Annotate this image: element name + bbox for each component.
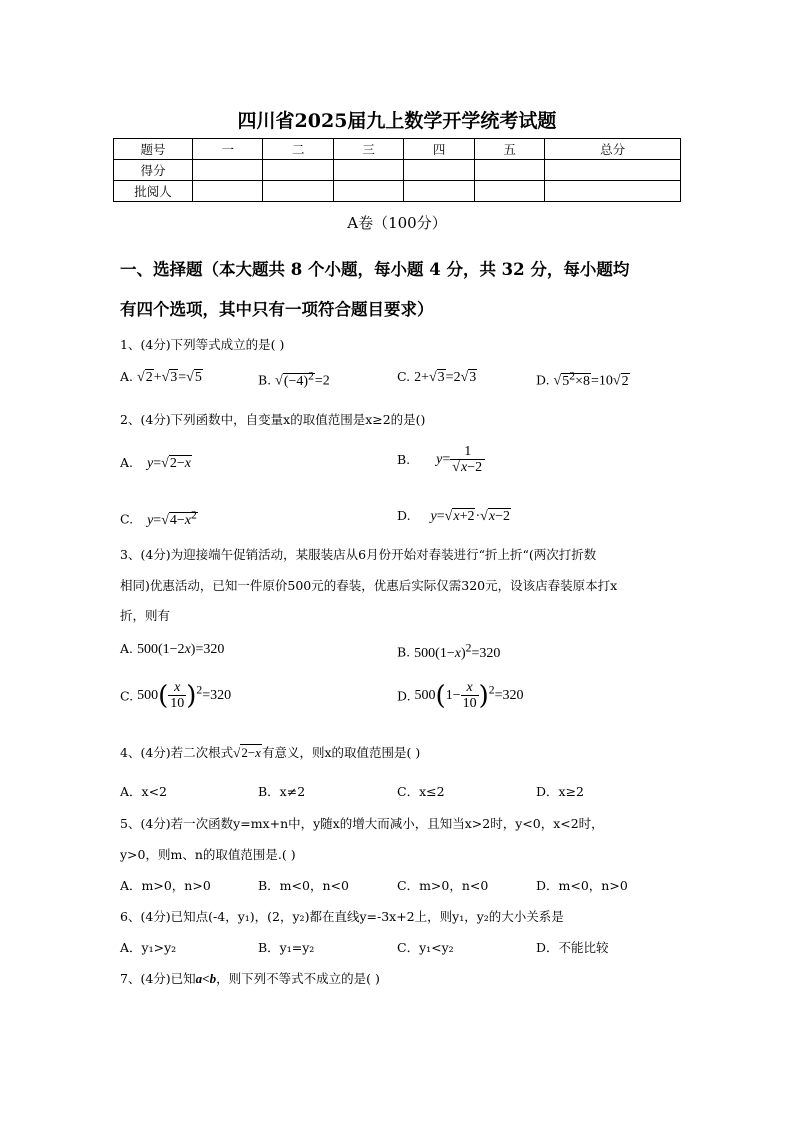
table-cell: 批阅人 (114, 181, 193, 202)
question-6-stem: 6、(4分)已知点(-4，y₁)，(2，y₂)都在直线y=-3x+2上，则y₁，y₂的大小关系是 (120, 909, 564, 924)
stem-text: 有意义，则x的取值范围是( ) (261, 745, 421, 760)
question-3-line1: 3、(4分)为迎接端午促销活动，某服装店从6月份开始对春装进行“折上折“(两次打折数 (120, 547, 597, 562)
q5-option-d[interactable]: D．m<0，n>0 (536, 878, 628, 893)
q3-option-b[interactable] (397, 641, 500, 662)
question-3-line2: 相同)优惠活动，已知一件原价500元的春装，优惠后实际仅需320元，设该店春装原本打x (120, 578, 618, 593)
table-cell: 四 (404, 139, 474, 160)
math-expression: y=√2−x (147, 456, 191, 471)
option-label: C. (120, 511, 134, 527)
score-table-row (114, 160, 681, 181)
q6-option-c[interactable]: C．y₁<y₂ (397, 940, 454, 955)
q1-option-c[interactable] (397, 369, 477, 386)
q1-option-d[interactable] (536, 369, 630, 390)
table-cell: 一 (193, 139, 263, 160)
q2-option-d[interactable] (397, 508, 511, 525)
q2-option-c[interactable] (120, 508, 198, 529)
table-cell: 二 (263, 139, 333, 160)
option-label: D. (397, 508, 411, 523)
question-1-stem: 1、(4分)下列等式成立的是( ) (120, 337, 285, 352)
option-label: C. (397, 369, 411, 384)
q2-option-a[interactable] (120, 455, 192, 472)
question-7-stem (120, 969, 380, 987)
stem-text: 7、(4分)已知 (120, 971, 196, 986)
stem-text: 4、(4分)若二次根式 (120, 745, 234, 760)
math-expression: 2+√3=2√3 (414, 370, 477, 385)
score-input-cell[interactable] (193, 160, 263, 181)
score-input-cell[interactable] (545, 160, 681, 181)
section-subtitle: A卷（100分） (347, 214, 447, 232)
math-expression: $500(1-x)^2=320$ (414, 641, 501, 661)
option-label: C. (120, 688, 134, 704)
grader-input-cell[interactable] (474, 181, 544, 202)
score-input-cell[interactable] (474, 160, 544, 181)
page-title: 四川省2025届九上数学开学统考试题 (237, 110, 557, 132)
q6-option-a[interactable]: A．y₁>y₂ (120, 940, 177, 955)
option-label: D. (536, 372, 550, 388)
section-heading-line1: 一、选择题（本大题共 8 个小题，每小题 4 分，共 32 分，每小题均 (120, 260, 630, 279)
section-heading-line2: 有四个选项，其中只有一项符合题目要求） (120, 300, 434, 319)
q1-option-a[interactable] (120, 369, 203, 386)
table-cell: 题号 (114, 139, 193, 160)
option-label: A. (120, 641, 134, 656)
score-input-cell[interactable] (404, 160, 474, 181)
stem-text: ，则下列不等式不成立的是( ) (216, 971, 380, 986)
math-expression: 500(1− $\frac{x}{10}$ )$^2$=320 (414, 680, 524, 711)
q4-option-c[interactable]: C．x≤2 (397, 784, 445, 799)
math-expression: $y=√4-x^2$ (147, 508, 197, 528)
score-input-cell[interactable] (263, 160, 333, 181)
q6-option-b[interactable]: B．y₁=y₂ (258, 940, 315, 955)
q4-option-b[interactable]: B．x≠2 (258, 784, 306, 799)
math-expression: a<b (195, 971, 217, 986)
score-table-header-row (114, 139, 681, 160)
math-expression: 500(1−2x)=320 (137, 642, 225, 657)
table-cell: 三 (333, 139, 403, 160)
score-input-cell[interactable] (333, 160, 403, 181)
option-label: A. (120, 369, 134, 384)
q5-option-a[interactable]: A．m>0，n>0 (120, 878, 211, 893)
q4-option-a[interactable]: A．x<2 (120, 784, 168, 799)
table-cell: 总分 (545, 139, 681, 160)
math-expression: $√(-4)^2=2$ (275, 369, 330, 389)
option-label: B. (397, 452, 411, 468)
option-label: D. (397, 688, 411, 704)
question-5-line1: 5、(4分)若一次函数y=mx+n中，y随x的增大而减小，且知当x>2时，y<0，x<2时， (120, 816, 604, 831)
score-table-row (114, 181, 681, 202)
table-cell: 得分 (114, 160, 193, 181)
grader-input-cell[interactable] (263, 181, 333, 202)
question-3-line3: 折，则有 (120, 608, 171, 623)
q1-option-b[interactable] (258, 369, 330, 390)
q3-option-c[interactable] (120, 680, 231, 712)
q4-option-d[interactable]: D．x≥2 (536, 784, 584, 799)
q5-option-c[interactable]: C．m>0，n<0 (397, 878, 489, 893)
q3-option-a[interactable] (120, 641, 224, 658)
table-cell: 五 (474, 139, 544, 160)
grader-input-cell[interactable] (333, 181, 403, 202)
question-2-stem: 2、(4分)下列函数中，自变量x的取值范围是x≥2的是() (120, 412, 426, 427)
math-expression: √2−x (233, 745, 261, 760)
option-label: B. (258, 372, 272, 388)
math-expression: 500( $\frac{x}{10}$ )$^2$=320 (137, 680, 232, 711)
grader-input-cell[interactable] (404, 181, 474, 202)
question-5-line2: y>0，则m、n的取值范围是.( ) (120, 847, 296, 862)
math-expression: $√5^2\times 8=10√2$ (553, 369, 629, 389)
q2-option-b[interactable] (397, 444, 485, 476)
q6-option-d[interactable]: D．不能比较 (536, 940, 609, 955)
q3-option-d[interactable] (397, 680, 524, 712)
q5-option-b[interactable]: B．m<0，n<0 (258, 878, 349, 893)
option-label: B. (397, 644, 411, 660)
option-label: A. (120, 455, 134, 470)
grader-input-cell[interactable] (193, 181, 263, 202)
math-expression: y=√x+2·√x−2 (430, 509, 510, 524)
math-expression: √2+√3=√5 (137, 370, 202, 385)
grader-input-cell[interactable] (545, 181, 681, 202)
score-table (113, 138, 681, 202)
math-expression: y= $\frac{1}{√x-2}$ (436, 452, 485, 467)
question-4-stem (120, 743, 420, 761)
